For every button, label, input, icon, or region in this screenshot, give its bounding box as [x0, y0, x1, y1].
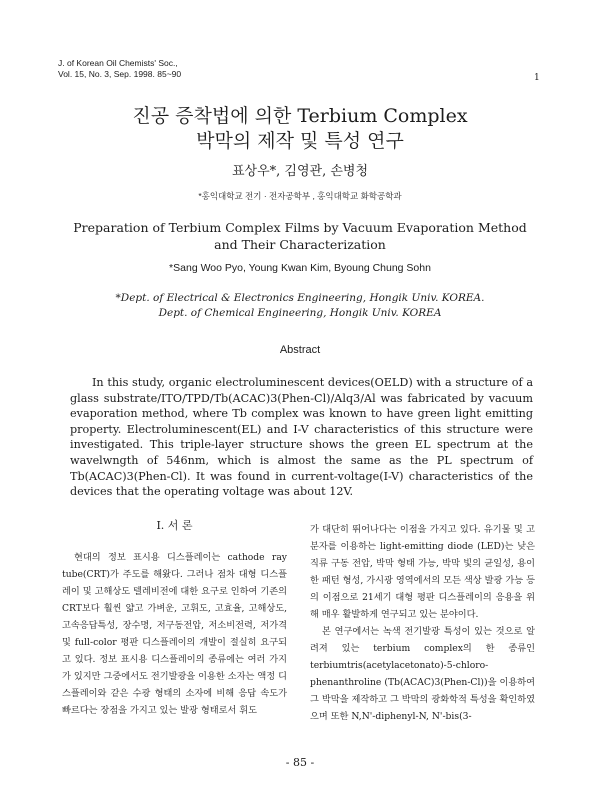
journal-line-1: J. of Korean Oil Chemists' Soc., — [58, 58, 178, 68]
journal-citation — [58, 58, 181, 80]
korean-title — [0, 104, 600, 154]
right-column-paragraph-1: 가 대단히 뛰어나다는 이점을 가지고 있다. 유기물 및 고분자를 이용하는 light-emitting diode (LED)는 낮은 직류 구동 전압, 박막 형태 가능, 박막 빛의 균일성, 용이한 패턴 형성, 가시광 영역에서의 모든 색상 발광 가능 등의 이점으로 21세기 대형 평판 디스플레이의 응용을 위해 매우 활발하게 연구되고 있는 분야이다. — [310, 524, 535, 620]
english-affiliation-line-2: Dept. of Chemical Engineering, Hongik Univ. KOREA — [158, 307, 442, 319]
korean-title-line-1: 진공 증착법에 의한 Terbium Complex — [132, 105, 468, 127]
korean-affiliation: *홍익대학교 전기 · 전자공학부 , 홍익대학교 화학공학과 — [198, 191, 402, 201]
korean-title-line-2: 박막의 제작 및 특성 연구 — [196, 130, 404, 152]
abstract-body — [70, 375, 533, 500]
english-affiliation — [0, 291, 600, 321]
right-column — [310, 521, 535, 725]
korean-authors: 표상우*, 김영관, 손병청 — [231, 164, 369, 179]
page-marker: 1 — [534, 73, 540, 83]
page-number: - 85 - — [285, 756, 315, 769]
english-title: Preparation of Terbium Complex Films by Vacuum Evaporation Method and Their Characterization — [73, 220, 527, 252]
english-authors: *Sang Woo Pyo, Young Kwan Kim, Byoung Chung Sohn — [169, 262, 431, 274]
left-column-paragraph: 현대의 정보 표시용 디스플레이는 cathode ray tube(CRT)가 주도를 해왔다. 그러나 점차 대형 디스플레이 및 고해상도 텔레비전에 대한 요구로 인하여 기존의 CRT보다 훨씬 얇고 가벼운, 고휘도, 고효율, 고해상도, 고속응답특성, 장수명, 저구동전압, 저소비전력, 저가격 및 full-color 평판 디스플레이의 개발이 절실히 요구되고 있다. 정보 표시용 디스플레이의 종류에는 여러 가지가 있지만 그중에서도 전기발광을 이용한 소자는 액정 디스플레이와 같은 수광 형태의 소자에 비해 응답 속도가 빠르다는 장점을 가지고 있는 발광 형태로서 휘도 — [62, 552, 287, 716]
abstract-heading: Abstract — [279, 344, 321, 356]
section-heading: I. 서 론 — [156, 519, 193, 532]
right-column-paragraph-2: 본 연구에서는 녹색 전기발광 특성이 있는 것으로 알려져 있는 terbium complex의 한 종류인 terbiumtris(acetylacetonato)-5-chloro-phenanthroline (Tb(ACAC)3(Phen-Cl))을 이용하여 그 박막을 제작하고 그 박막의 광화학적 특성을 확인하였으며 또한 N,N'-diphenyl-N, N'-bis(3- — [310, 626, 535, 722]
english-affiliation-line-1: *Dept. of Electrical & Electronics Engineering, Hongik Univ. KOREA. — [115, 292, 485, 304]
left-column — [62, 516, 287, 719]
abstract-paragraph: In this study, organic electroluminescent devices(OELD) with a structure of a glass substrate/ITO/TPD/Tb(ACAC)3(Phen-Cl)/Alq3/Al was fabricated by vacuum evaporation method, where Tb complex was known to have green light emitting property. Electroluminescent(EL) and I-V characteristics of this structure were investigated. This triple-layer structure shows the green EL spectrum at the wavelwngth of 546nm, which is almost the same as the PL spectrum of Tb(ACAC)3(Phen-Cl). It was found in current-voltage(I-V) characteristics of the devices that the operating voltage was about 12V. — [70, 376, 533, 499]
journal-line-2: Vol. 15, No. 3, Sep. 1998. 85~90 — [58, 69, 182, 79]
